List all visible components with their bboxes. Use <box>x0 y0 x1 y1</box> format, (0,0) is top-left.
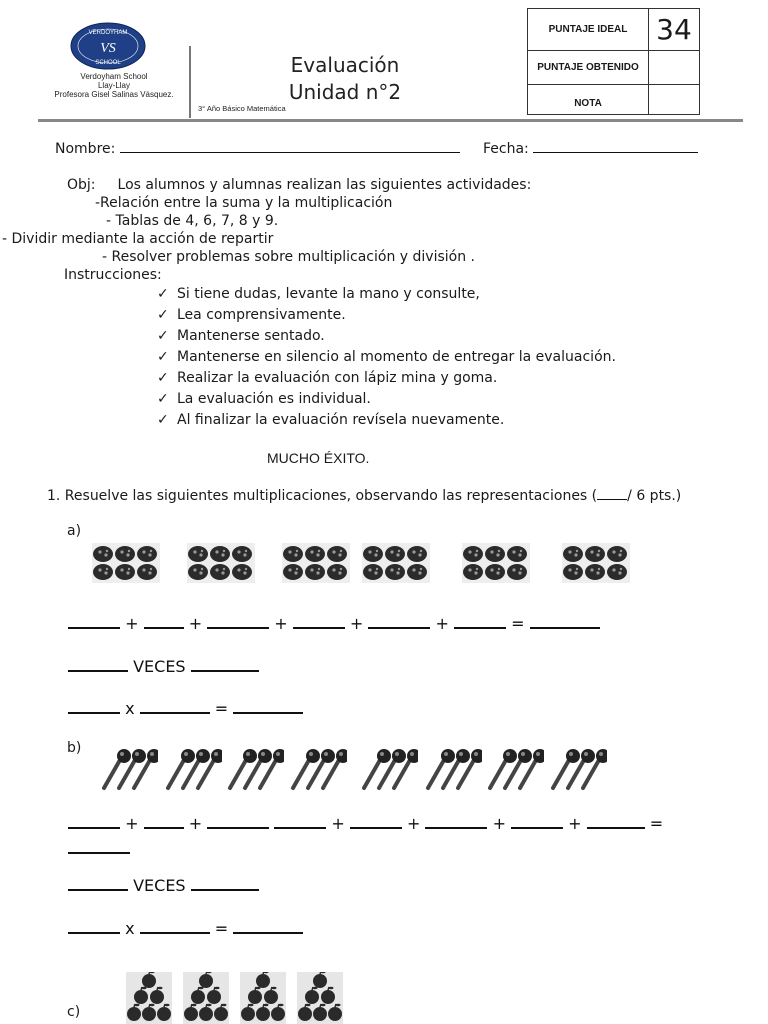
beetle-group <box>562 543 630 583</box>
name-field <box>55 140 460 157</box>
header-divider <box>189 46 191 118</box>
answer-blank[interactable] <box>68 813 120 829</box>
instruction-text: Lea comprensivamente. <box>177 307 346 323</box>
plus-sign: + <box>125 814 139 833</box>
instruction-item <box>157 412 504 428</box>
good-luck-text: MUCHO ÉXITO. <box>267 450 370 466</box>
objective-item: - Resolver problemas sobre multiplicación y división . <box>102 249 475 265</box>
plus-sign: + <box>188 614 203 633</box>
ideal-score-value: 34 <box>649 9 700 51</box>
checkmark-icon: ✓ <box>157 412 169 428</box>
svg-text:VS: VS <box>100 41 116 56</box>
checkmark-icon: ✓ <box>157 328 169 344</box>
times-sign: x <box>125 699 135 718</box>
veces-label: VECES <box>133 876 186 895</box>
apple-group <box>240 972 286 1024</box>
part-a-label: a) <box>67 523 82 539</box>
answer-blank[interactable] <box>233 918 303 934</box>
header-rule <box>38 119 743 122</box>
question-1-points: / 6 pts.) <box>627 488 682 504</box>
answer-blank[interactable] <box>140 918 210 934</box>
part-b-product-row <box>68 918 303 938</box>
instruction-text: Al finalizar la evaluación revísela nuevamente. <box>177 412 505 428</box>
part-b-sum-row-continued <box>68 838 130 858</box>
equals-sign: = <box>214 919 229 938</box>
beetle-group <box>462 543 530 583</box>
part-b-veces-row <box>68 875 259 895</box>
plus-sign: + <box>188 814 203 833</box>
plus-sign: + <box>349 614 364 633</box>
instruction-text: Si tiene dudas, levante la mano y consulte, <box>177 286 480 302</box>
instruction-item <box>157 328 325 344</box>
answer-blank[interactable] <box>274 813 326 829</box>
plus-sign: + <box>331 814 345 833</box>
obtained-score-value[interactable] <box>649 51 700 85</box>
svg-text:VERDOYHAM: VERDOYHAM <box>88 30 128 36</box>
answer-blank[interactable] <box>530 613 600 629</box>
score-table <box>527 8 700 115</box>
checkmark-icon: ✓ <box>157 307 169 323</box>
answer-blank[interactable] <box>68 875 128 891</box>
equals-sign: = <box>214 699 229 718</box>
part-a-veces-row <box>68 656 259 676</box>
answer-blank[interactable] <box>425 813 487 829</box>
answer-blank[interactable] <box>68 698 120 714</box>
checkmark-icon: ✓ <box>157 349 169 365</box>
obtained-score-label: PUNTAJE OBTENIDO <box>528 51 649 85</box>
instruction-item <box>157 349 616 365</box>
answer-blank[interactable] <box>233 698 303 714</box>
instruction-item <box>157 307 346 323</box>
times-sign: x <box>125 919 135 938</box>
plus-sign: + <box>568 814 582 833</box>
checkmark-icon: ✓ <box>157 370 169 386</box>
page-title <box>270 52 420 106</box>
question-1-prompt <box>47 487 681 504</box>
part-a-product-row <box>68 698 303 718</box>
question-1-score-blank[interactable] <box>597 487 627 500</box>
date-label: Fecha: <box>483 141 529 157</box>
answer-blank[interactable] <box>350 813 402 829</box>
answer-blank[interactable] <box>587 813 645 829</box>
equals-sign: = <box>511 614 525 633</box>
beetle-group <box>362 543 430 583</box>
ideal-score-label: PUNTAJE IDEAL <box>528 9 649 51</box>
question-1-text: 1. Resuelve las siguientes multiplicaciones, observando las representaciones ( <box>47 488 598 504</box>
plus-sign: + <box>125 614 139 633</box>
part-b-sum-row <box>68 813 663 833</box>
objective-item: - Tablas de 4, 6, 7, 8 y 9. <box>106 213 279 229</box>
microphone-group <box>422 748 482 792</box>
answer-blank[interactable] <box>68 613 120 629</box>
apple-group <box>183 972 229 1024</box>
microphone-group <box>358 748 418 792</box>
beetle-group <box>187 543 255 583</box>
objectives-intro-line <box>67 177 531 193</box>
checkmark-icon: ✓ <box>157 391 169 407</box>
objectives-label: Obj: <box>67 177 96 193</box>
school-name: Verdoyham School <box>80 72 148 81</box>
instruction-text: Mantenerse en silencio al momento de entregar la evaluación. <box>177 349 616 365</box>
instruction-item <box>157 370 497 386</box>
microphone-group <box>98 748 158 792</box>
plus-sign: + <box>274 614 288 633</box>
plus-sign: + <box>492 814 506 833</box>
teacher-name: Profesora Gisel Salinas Vásquez. <box>54 90 174 99</box>
answer-blank[interactable] <box>68 656 128 672</box>
answer-blank[interactable] <box>293 613 345 629</box>
name-label: Nombre: <box>55 141 116 157</box>
objectives-intro: Los alumnos y alumnas realizan las siguientes actividades: <box>117 177 532 193</box>
apple-group <box>297 972 343 1024</box>
equals-sign: = <box>649 814 664 833</box>
title-line-2: Unidad n°2 <box>288 80 402 104</box>
part-a-sum-row <box>68 613 600 633</box>
answer-blank[interactable] <box>207 613 269 629</box>
microphone-group <box>287 748 347 792</box>
beetle-group <box>92 543 160 583</box>
answer-blank[interactable] <box>144 813 184 829</box>
objective-item: -Relación entre la suma y la multiplicación <box>95 195 393 211</box>
microphone-group <box>547 748 607 792</box>
checkmark-icon: ✓ <box>157 286 169 302</box>
school-logo <box>70 22 146 70</box>
microphone-group <box>224 748 284 792</box>
school-info <box>40 72 188 99</box>
microphone-group <box>484 748 544 792</box>
name-blank[interactable] <box>120 140 460 153</box>
part-c-label: c) <box>67 1004 81 1020</box>
objective-item: - Dividir mediante la acción de repartir <box>2 231 274 247</box>
answer-blank[interactable] <box>144 613 184 629</box>
plus-sign: + <box>406 814 421 833</box>
grade-label: NOTA <box>528 85 649 115</box>
answer-blank[interactable] <box>207 813 269 829</box>
instruction-item <box>157 391 371 407</box>
date-field <box>483 140 698 157</box>
answer-blank[interactable] <box>511 813 563 829</box>
answer-blank[interactable] <box>140 698 210 714</box>
answer-blank[interactable] <box>368 613 430 629</box>
instruction-text: Realizar la evaluación con lápiz mina y goma. <box>177 370 498 386</box>
part-b-label: b) <box>67 740 82 756</box>
instruction-text: La evaluación es individual. <box>177 391 371 407</box>
grade-value[interactable] <box>649 85 700 115</box>
course-label: 3° Año Básico Matemática <box>198 104 286 113</box>
school-city: Llay-Llay <box>97 81 130 90</box>
answer-blank[interactable] <box>191 656 259 672</box>
answer-blank[interactable] <box>191 875 259 891</box>
answer-blank[interactable] <box>68 918 120 934</box>
instructions-label: Instrucciones: <box>64 267 162 283</box>
beetle-group <box>282 543 350 583</box>
svg-text:SCHOOL: SCHOOL <box>95 60 121 66</box>
date-blank[interactable] <box>533 140 698 153</box>
veces-label: VECES <box>133 657 186 676</box>
apple-group <box>126 972 172 1024</box>
title-line-1: Evaluación <box>290 53 400 77</box>
instruction-text: Mantenerse sentado. <box>177 328 325 344</box>
microphone-group <box>162 748 222 792</box>
instruction-item <box>157 286 480 302</box>
answer-blank[interactable] <box>68 838 130 854</box>
answer-blank[interactable] <box>454 613 506 629</box>
plus-sign: + <box>435 614 449 633</box>
